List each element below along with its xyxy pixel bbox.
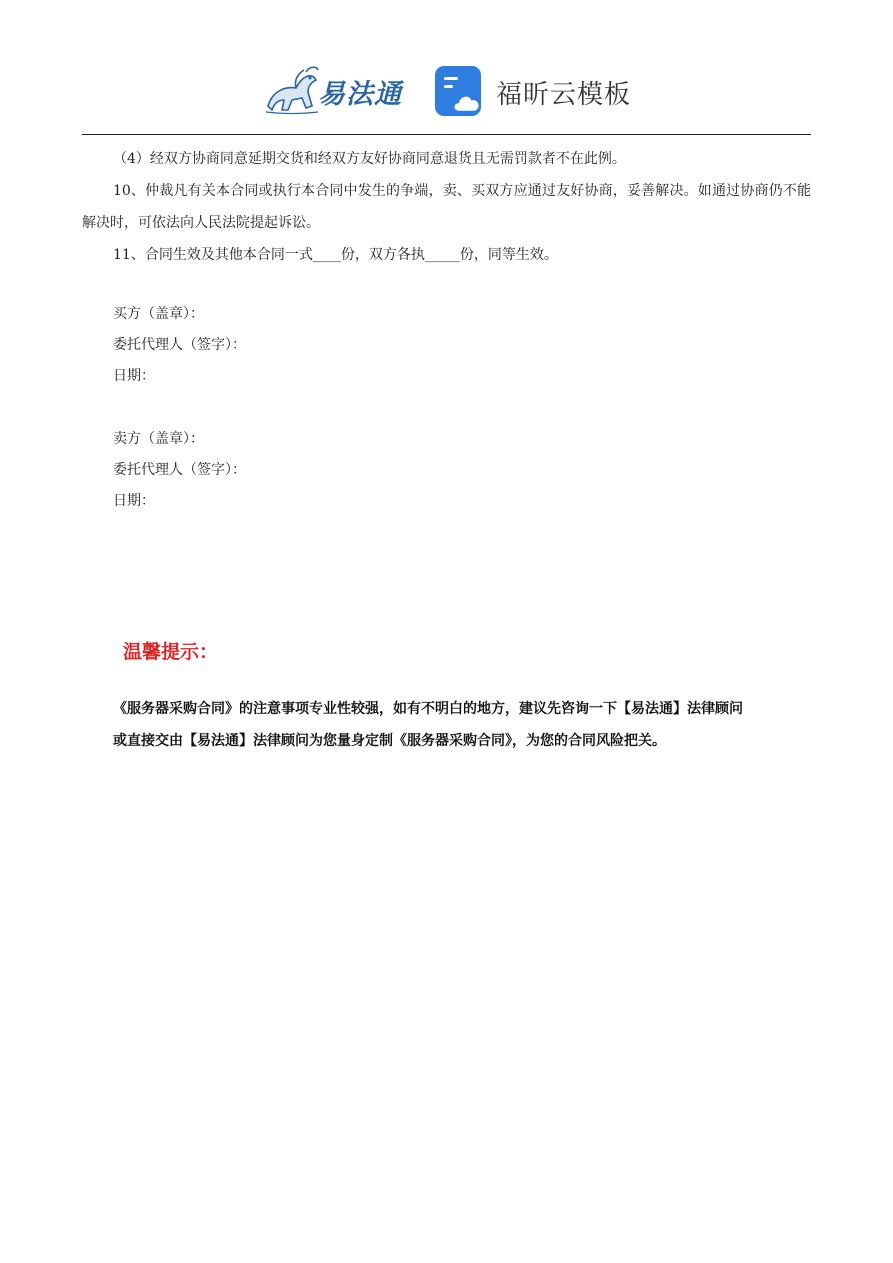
clause-10: 10、仲裁凡有关本合同或执行本合同中发生的争端，卖、买双方应通过友好协商，妥善解决。如通过协商仍不能解决时，可依法向人民法院提起诉讼。 xyxy=(82,183,811,231)
buyer-agent-label: 委托代理人（签字）： xyxy=(113,337,246,353)
tip-line-1: 《服务器采购合同》的注意事项专业性较强，如有不明白的地方，建议先咨询一下【易法通】法律顾问 xyxy=(113,701,743,717)
seller-agent-label: 委托代理人（签字）： xyxy=(113,462,246,478)
yifatong-logo-text: 易法通 xyxy=(318,79,402,110)
contract-clauses xyxy=(82,143,811,271)
fuxin-logo-text: 福昕云模板 xyxy=(496,80,632,110)
tip-line-2: 或直接交由【易法通】法律顾问为您量身定制《服务器采购合同》，为您的合同风险把关。 xyxy=(113,733,666,749)
clause-item-4: （4）经双方协商同意延期交货和经双方友好协商同意退货且无需罚款者不在此例。 xyxy=(113,151,626,167)
header-divider xyxy=(82,134,811,135)
buyer-date-label: 日期： xyxy=(113,368,155,384)
seller-party-label: 卖方（盖章）： xyxy=(113,431,204,447)
buyer-signature-block xyxy=(113,299,246,392)
seller-date-label: 日期： xyxy=(113,493,155,509)
fuxin-cloud-icon xyxy=(435,66,487,118)
page-header xyxy=(0,58,893,122)
tip-body xyxy=(113,693,813,757)
tip-title: 温馨提示： xyxy=(123,641,219,663)
clause-11: 11、合同生效及其他本合同一式____份，双方各执_____份，同等生效。 xyxy=(113,247,558,263)
buyer-party-label: 买方（盖章）： xyxy=(113,306,204,322)
seller-signature-block xyxy=(113,424,246,517)
